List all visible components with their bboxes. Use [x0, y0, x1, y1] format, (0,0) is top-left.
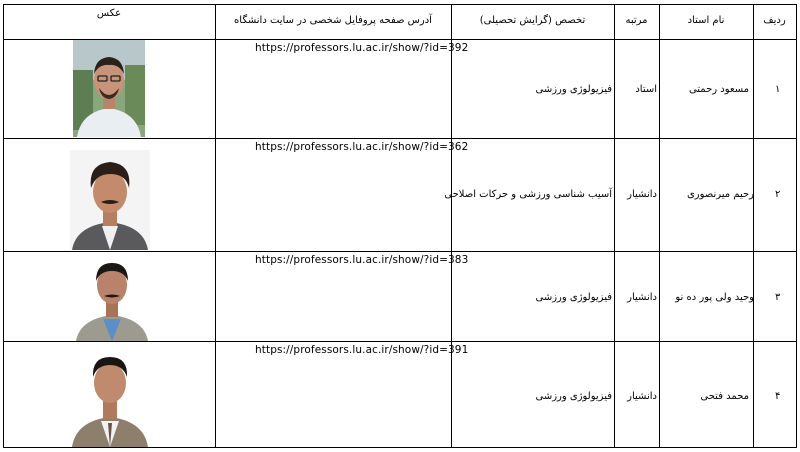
column-divider — [659, 4, 660, 448]
header-row-number: ردیف — [763, 15, 786, 26]
professor-portrait-photo — [70, 150, 150, 250]
column-divider — [614, 4, 615, 448]
professor-name: مسعود رحمتی — [688, 84, 749, 95]
table-border-right — [796, 4, 797, 448]
profile-link[interactable]: https://professors.lu.ac.ir/show/?id=392 — [255, 42, 469, 54]
row-number: ۱ — [775, 84, 781, 95]
professor-name: محمد فتحی — [700, 391, 749, 402]
profile-link[interactable]: https://professors.lu.ac.ir/show/?id=383 — [255, 254, 469, 266]
row-number: ۲ — [775, 189, 781, 200]
professor-name: رحیم میرنصوری — [686, 189, 754, 200]
profile-link[interactable]: https://professors.lu.ac.ir/show/?id=391 — [255, 344, 469, 356]
header-professor-name: نام استاد — [687, 15, 725, 26]
table-border-left — [3, 4, 4, 448]
academic-rank: دانشیار — [627, 292, 657, 303]
column-divider — [451, 4, 452, 448]
academic-rank: دانشیار — [627, 189, 657, 200]
header-specialty: تخصص (گرایش تحصیلی) — [479, 15, 586, 26]
professor-portrait-photo — [74, 253, 150, 341]
academic-rank: دانشیار — [627, 391, 657, 402]
row-divider — [3, 251, 797, 252]
row-number: ۴ — [775, 391, 781, 402]
table-border-bottom — [3, 447, 797, 448]
table-border-top — [3, 4, 797, 5]
header-photo: عکس — [96, 8, 122, 19]
column-divider — [215, 4, 216, 448]
specialty: آسیب شناسی ورزشی و حرکات اصلاحی — [444, 189, 612, 200]
profile-link[interactable]: https://professors.lu.ac.ir/show/?id=362 — [255, 141, 469, 153]
header-profile-address: آدرس صفحه پروفایل شخصی در سایت دانشگاه — [234, 15, 432, 26]
professor-name: وحید ولی پور ده نو — [675, 292, 754, 303]
specialty: فیزیولوژی ورزشی — [535, 391, 612, 402]
faculty-table — [3, 4, 797, 448]
row-divider — [3, 138, 797, 139]
row-number: ۳ — [775, 292, 781, 303]
specialty: فیزیولوژی ورزشی — [535, 292, 612, 303]
academic-rank: استاد — [635, 84, 657, 95]
column-divider — [753, 4, 754, 448]
header-academic-rank: مرتبه — [625, 15, 648, 26]
professor-portrait-photo — [73, 40, 145, 137]
row-divider — [3, 341, 797, 342]
specialty: فیزیولوژی ورزشی — [535, 84, 612, 95]
professor-portrait-photo — [70, 347, 150, 447]
